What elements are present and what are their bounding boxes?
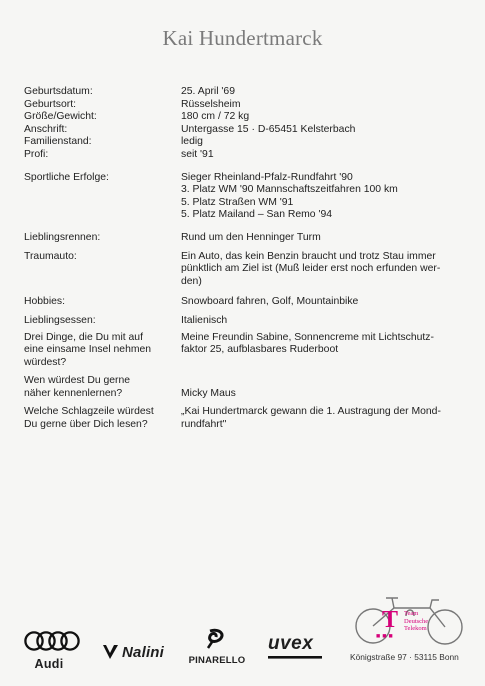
profile-value-line: Meine Freundin Sabine, Sonnencreme mit Lichtschutz- [181,331,434,343]
profile-value-line: Untergasse 15 · D-65451 Kelsterbach [181,123,356,135]
sponsor-footer [0,590,485,686]
profile-label [24,406,181,431]
profile-label-line: Anschrift: [24,123,68,135]
profile-label-line: Sportliche Erfolge: [24,171,109,183]
profile-row [24,232,464,245]
profile-label [24,172,181,222]
profile-label-line: Traumauto: [24,250,77,262]
profile-label [24,149,181,162]
profile-value [181,149,464,162]
profile-value-line: rundfahrt" [181,419,227,431]
profile-value [181,315,464,328]
pinarello-logo [186,628,248,668]
profile-value [181,296,464,309]
nalini-logo [102,640,172,664]
profile-label [24,136,181,149]
telekom-dots-icon: ■■■ [376,633,395,640]
profile-table [24,86,464,432]
profile-value-line: Snowboard fahren, Golf, Mountainbike [181,296,359,308]
profile-label-line: Du gerne über Dich lesen? [24,419,148,431]
profile-label-line: Welche Schlagzeile würdest [24,406,154,418]
profile-row [24,375,464,400]
profile-label-line: Größe/Gewicht: [24,111,97,123]
profile-label [24,111,181,124]
profile-label [24,375,181,400]
audi-wordmark: Audi [34,657,64,671]
profile-value-line: 5. Platz Straßen WM '91 [181,196,294,208]
profile-label [24,315,181,328]
profile-value [181,172,464,222]
profile-value [181,99,464,112]
profile-row [24,149,464,162]
profile-row [24,172,464,222]
profile-value-line: Micky Maus [181,387,236,399]
profile-value [181,251,464,289]
profile-label-line: eine einsame Insel nehmen [24,344,152,356]
rider-name-title: Kai Hundertmarck [162,26,323,50]
profile-label [24,124,181,137]
profile-row [24,86,464,99]
profile-row [24,296,464,309]
team-logo-text: Team Deutsche Telekom [404,610,429,632]
profile-label-line: Wen würdest Du gerne [24,375,131,387]
profile-value [181,406,464,431]
profile-value-line: 3. Platz WM '90 Mannschaftszeitfahren 100 km [181,184,398,196]
profile-label-line: näher kennenlernen? [24,387,123,399]
profile-label-line: Hobbies: [24,296,66,308]
profile-value-line: Ein Auto, das kein Benzin braucht und trotz Stau immer [181,250,436,262]
profile-value-line: Rund um den Henninger Turm [181,231,321,243]
profile-value-line: pünktlich am Ziel ist (Muß leider erst noch erfunden wer- [181,263,441,275]
profile-label-line: Familienstand: [24,136,92,148]
profile-value [181,136,464,149]
profile-row [24,124,464,137]
profile-label-line: Geburtsort: [24,98,76,110]
profile-row [24,111,464,124]
profile-value-line: 25. April '69 [181,86,235,97]
audi-logo [22,630,82,670]
profile-row [24,99,464,112]
uvex-underline-icon [268,656,324,660]
profile-label [24,86,181,99]
profile-value [181,375,464,400]
pinarello-wordmark: PINARELLO [188,655,246,666]
profile-value-line: „Kai Hundertmarck gewann die 1. Austragung der Mond- [181,406,441,418]
profile-value-line: seit '91 [181,148,214,160]
profile-value-line: 5. Platz Mailand – San Remo '94 [181,209,332,221]
profile-label [24,232,181,245]
profile-row [24,251,464,289]
profile-label-line: Lieblingsrennen: [24,231,101,243]
pinarello-emblem-icon [186,628,248,650]
nalini-swoosh-icon [102,643,120,661]
profile-label-line: Profi: [24,148,49,160]
audi-rings-icon [22,630,82,652]
profile-value [181,232,464,245]
profile-value-line: Sieger Rheinland-Pfalz-Rundfahrt '90 [181,171,353,183]
team-telekom-emblem [342,590,472,650]
profile-label [24,251,181,289]
profile-value [181,332,464,370]
uvex-logo [268,634,328,660]
profile-label-line: Geburtsdatum: [24,86,93,97]
team-address: Königstraße 97 · 53115 Bonn [350,652,459,662]
profile-label-line: Lieblingsessen: [24,314,96,326]
profile-row [24,136,464,149]
profile-value-line: faktor 25, aufblasbares Ruderboot [181,344,339,356]
profile-label [24,332,181,370]
profile-value [181,111,464,124]
profile-row [24,315,464,328]
uvex-wordmark: uvex [268,633,314,654]
profile-value-line: Italienisch [181,314,228,326]
profile-label [24,99,181,112]
telekom-t-icon: T [382,607,399,633]
profile-value-line: Rüsselsheim [181,98,241,110]
profile-value-line: den) [181,275,202,287]
profile-value-line [181,375,464,388]
profile-row [24,406,464,431]
profile-label-line: Drei Dinge, die Du mit auf [24,331,143,343]
profile-value-line: 180 cm / 72 kg [181,111,250,123]
nalini-wordmark: Nalini [122,643,165,661]
profile-value-line: ledig [181,136,203,148]
profile-label-line: würdest? [24,356,67,368]
profile-value [181,86,464,99]
profile-label [24,296,181,309]
profile-row [24,332,464,370]
profile-value [181,124,464,137]
